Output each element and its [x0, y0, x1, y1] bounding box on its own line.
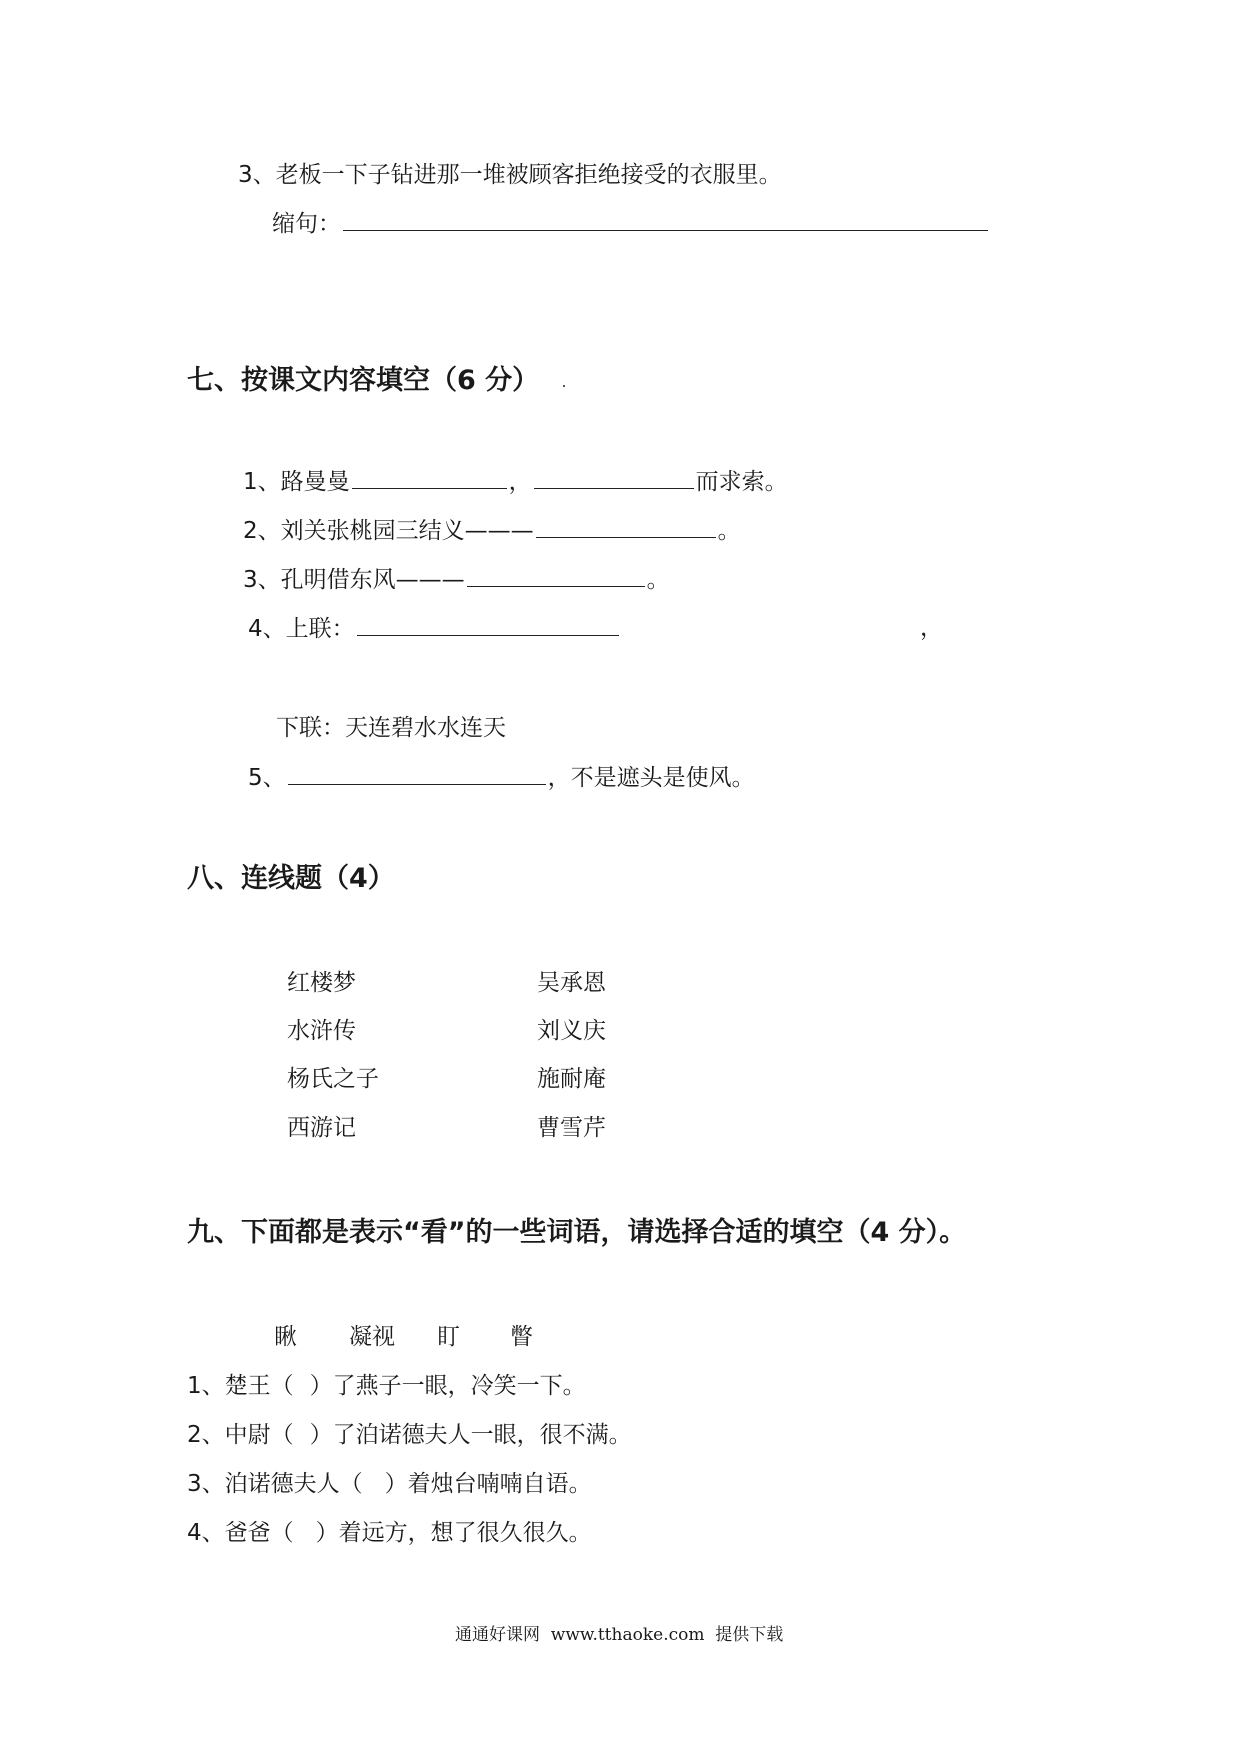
- fill-item-4-comma: ，: [920, 615, 943, 641]
- match-right-4[interactable]: 曹雪芹: [537, 1115, 606, 1141]
- match-right-2[interactable]: 刘义庆: [537, 1018, 606, 1044]
- scan-speck: [563, 385, 565, 387]
- fill-item-4: 4、上联：: [248, 613, 621, 644]
- fill-item-2: 2、刘关张桃园三结义——— 。: [243, 515, 741, 546]
- match-left-2[interactable]: 水浒传: [287, 1018, 356, 1044]
- suojue-label: 缩句：: [272, 211, 341, 237]
- match-right-1[interactable]: 吴承恩: [537, 970, 606, 996]
- fill-blank-1b[interactable]: [534, 466, 694, 489]
- choose-item-1: 1、楚王（ ）了燕子一眼，冷笑一下。: [187, 1373, 586, 1399]
- word-option-4: 瞥: [510, 1324, 533, 1350]
- fill-item-5: 5、 ，不是遮头是使风。: [248, 762, 755, 793]
- suojue-row: [272, 208, 990, 239]
- fill-item-1: 1、路曼曼 ， 而求索。: [243, 466, 788, 497]
- fill-blank-3[interactable]: [467, 564, 645, 587]
- fill-blank-5[interactable]: [288, 762, 546, 785]
- fill-blank-2[interactable]: [536, 515, 716, 538]
- footer-credit: 通通好课网 www.tthaoke.com 提供下载: [455, 1625, 784, 1645]
- section-8-heading: 八、连线题（4）: [187, 863, 395, 894]
- fill-blank-4[interactable]: [357, 613, 619, 636]
- word-option-1: 瞅: [274, 1324, 297, 1350]
- match-left-3[interactable]: 杨氏之子: [287, 1066, 379, 1092]
- fill-item-3: 3、孔明借东风——— 。: [243, 564, 670, 595]
- fill-blank-1a[interactable]: [352, 466, 507, 489]
- choose-item-2: 2、中尉（ ）了泊诺德夫人一眼，很不满。: [187, 1422, 632, 1448]
- sentence-item-3: 3、老板一下子钻进那一堆被顾客拒绝接受的衣服里。: [238, 162, 782, 188]
- choose-item-3: 3、泊诺德夫人（ ）着烛台喃喃自语。: [187, 1471, 592, 1497]
- word-option-2: 凝视: [349, 1324, 395, 1350]
- couplet-lower: 下联：天连碧水水连天: [276, 715, 506, 741]
- choose-item-4: 4、爸爸（ ）着远方，想了很久很久。: [187, 1520, 592, 1546]
- match-right-3[interactable]: 施耐庵: [537, 1066, 606, 1092]
- section-7-heading: 七、按课文内容填空（6 分）: [187, 365, 540, 396]
- match-left-1[interactable]: 红楼梦: [287, 970, 356, 996]
- suojue-answer-blank[interactable]: [343, 208, 988, 231]
- word-option-3: 盯: [437, 1324, 460, 1350]
- section-9-heading: 九、下面都是表示“看”的一些词语，请选择合适的填空（4 分）。: [187, 1217, 967, 1248]
- match-left-4[interactable]: 西游记: [287, 1115, 356, 1141]
